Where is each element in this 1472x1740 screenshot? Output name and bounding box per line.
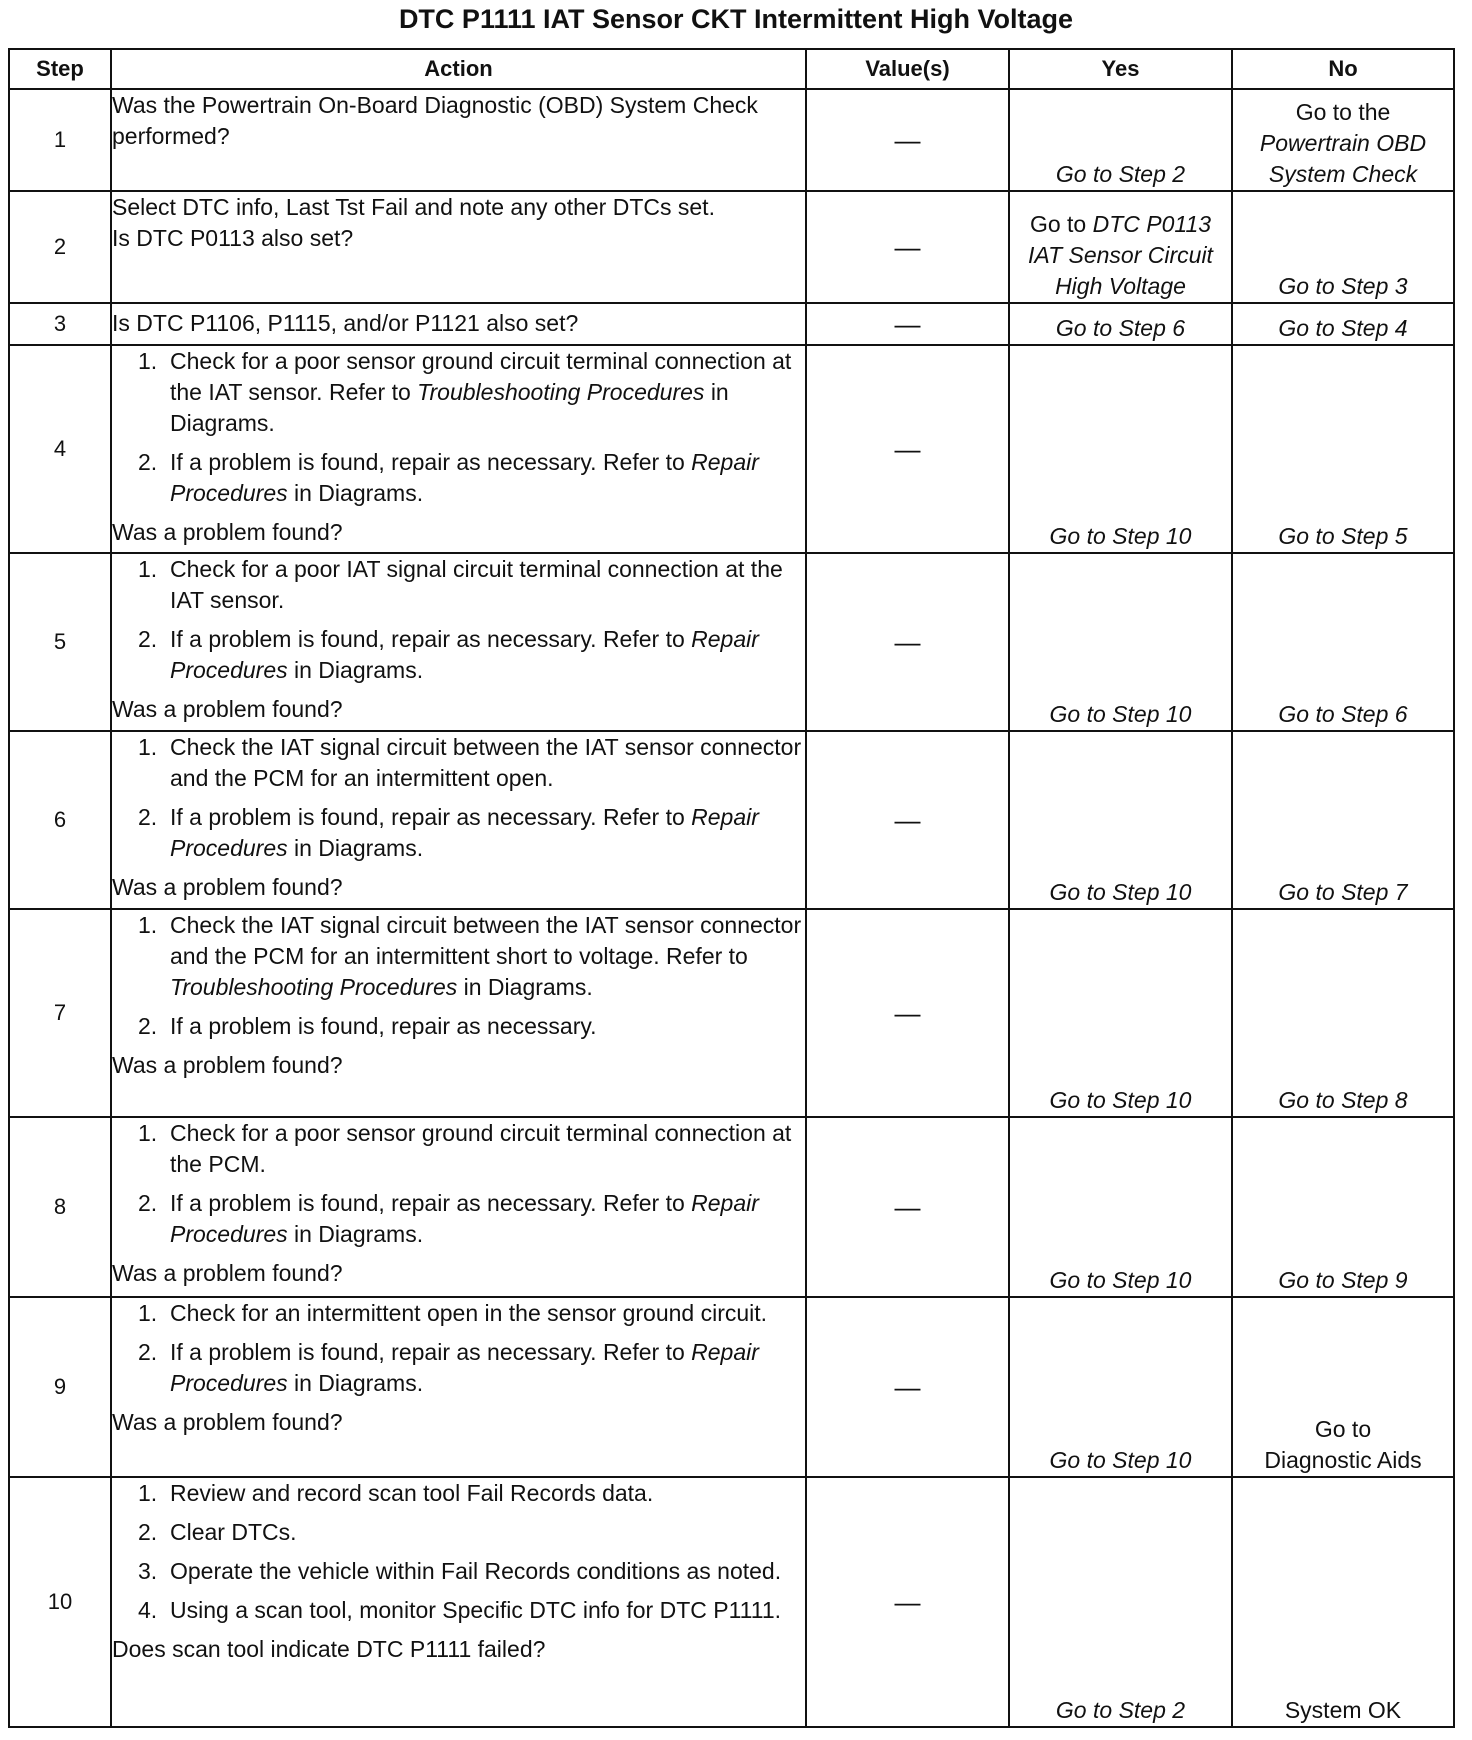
substep: 3. Operate the vehicle within Fail Records conditions as noted. [138,1558,782,1584]
substep: 2. If a problem is found, repair as necessary. Refer to Repair Procedures in Diagrams. [138,1339,759,1396]
action-cell [111,191,806,303]
header-values: Value(s) [806,49,1009,89]
no-cell: Go to Step 5 [1232,345,1454,553]
no-cell: Go to Step 8 [1232,909,1454,1117]
table-row [9,89,1454,191]
action-cell [111,731,806,909]
substep: 1. Review and record scan tool Fail Records data. [138,1480,654,1506]
reference-link: Repair Procedures [170,1190,759,1247]
table-row [9,731,1454,909]
header-yes: Yes [1009,49,1232,89]
yes-text: Go to [1029,211,1087,237]
value-cell: — [806,731,1009,909]
yes-cell: Go to Step 6 [1009,303,1232,345]
no-reference: Diagnostic Aids [1264,1447,1422,1473]
substep: 1. Check for a poor sensor ground circuit terminal connection at the IAT sensor. Refer to Troubleshooting Procedures in Diagrams. [138,348,792,436]
value-cell: — [806,1297,1009,1477]
step-number: 3 [9,303,111,345]
action-cell [111,303,806,345]
yes-cell: Go to Step 10 [1009,1297,1232,1477]
action-question: Is DTC P0113 also set? [112,225,354,251]
action-question: Was a problem found? [112,874,343,900]
header-no: No [1232,49,1454,89]
no-cell: Go to Step 3 [1232,191,1454,303]
diagnostic-table [8,48,1455,1728]
action-question: Was a problem found? [112,696,343,722]
no-cell [1232,89,1454,191]
action-cell [111,1117,806,1297]
substep: 2. If a problem is found, repair as necessary. Refer to Repair Procedures in Diagrams. [138,1190,759,1247]
action-question: Was a problem found? [112,519,343,545]
no-text: Go to the [1295,99,1391,125]
header-action: Action [111,49,806,89]
yes-cell: Go to Step 10 [1009,553,1232,731]
table-row [9,191,1454,303]
no-cell [1232,1297,1454,1477]
page-title: DTC P1111 IAT Sensor CKT Intermittent High Voltage [398,4,1074,34]
substep: 1. Check the IAT signal circuit between the IAT sensor connector and the PCM for an intermittent open. [138,734,802,791]
value-cell: — [806,1117,1009,1297]
no-cell: Go to Step 7 [1232,731,1454,909]
substep: 1. Check for an intermittent open in the sensor ground circuit. [138,1300,768,1326]
substep: 2. If a problem is found, repair as necessary. [138,1013,597,1039]
step-number: 8 [9,1117,111,1297]
reference-link: Repair Procedures [170,449,759,506]
substep: 2. Clear DTCs. [138,1519,297,1545]
yes-cell: Go to Step 10 [1009,731,1232,909]
value-cell: — [806,303,1009,345]
reference-link: Troubleshooting Procedures [170,974,458,1000]
no-cell: System OK [1232,1477,1454,1727]
no-text: Go to [1314,1416,1372,1442]
no-reference: Powertrain OBD System Check [1259,130,1427,187]
step-number: 10 [9,1477,111,1727]
table-row [9,909,1454,1117]
action-cell [111,1477,806,1727]
step-number: 1 [9,89,111,191]
action-cell [111,909,806,1117]
action-cell [111,553,806,731]
step-number: 9 [9,1297,111,1477]
substep: 1. Check the IAT signal circuit between the IAT sensor connector and the PCM for an intermittent short to voltage. Refer to Troubleshooting Procedures in Diagrams. [138,912,802,1000]
table-row [9,303,1454,345]
no-cell: Go to Step 6 [1232,553,1454,731]
header-row [9,49,1454,89]
reference-link: Repair Procedures [170,804,759,861]
substep: 2. If a problem is found, repair as necessary. Refer to Repair Procedures in Diagrams. [138,804,759,861]
step-number: 6 [9,731,111,909]
value-cell: — [806,909,1009,1117]
action-question: Was a problem found? [112,1052,343,1078]
reference-link: Troubleshooting Procedures [417,379,705,405]
action-cell [111,89,806,191]
header-step: Step [9,49,111,89]
action-question: Was a problem found? [112,1409,343,1435]
table-row [9,553,1454,731]
value-cell: — [806,191,1009,303]
value-cell: — [806,345,1009,553]
yes-reference: DTC P0113 IAT Sensor Circuit High Voltage [1028,211,1213,299]
substep: 2. If a problem is found, repair as necessary. Refer to Repair Procedures in Diagrams. [138,449,759,506]
substep: 1. Check for a poor sensor ground circuit terminal connection at the PCM. [138,1120,792,1177]
substep: 2. If a problem is found, repair as necessary. Refer to Repair Procedures in Diagrams. [138,626,759,683]
table-row [9,1117,1454,1297]
reference-link: Repair Procedures [170,1339,759,1396]
yes-cell: Go to Step 10 [1009,1117,1232,1297]
table-row [9,1477,1454,1727]
yes-cell: Go to Step 10 [1009,909,1232,1117]
table-row [9,1297,1454,1477]
step-number: 7 [9,909,111,1117]
value-cell: — [806,553,1009,731]
no-cell: Go to Step 9 [1232,1117,1454,1297]
reference-link: Repair Procedures [170,626,759,683]
action-question: Does scan tool indicate DTC P1111 failed? [112,1636,546,1662]
action-text: Select DTC info, Last Tst Fail and note any other DTCs set. [112,194,715,220]
action-text: Was the Powertrain On-Board Diagnostic (OBD) System Check performed? [112,92,758,149]
action-cell [111,345,806,553]
step-number: 5 [9,553,111,731]
action-cell [111,1297,806,1477]
yes-cell: Go to Step 2 [1009,1477,1232,1727]
action-text: Is DTC P1106, P1115, and/or P1121 also set? [112,310,579,336]
step-number: 4 [9,345,111,553]
value-cell: — [806,1477,1009,1727]
yes-cell: Go to Step 10 [1009,345,1232,553]
value-cell: — [806,89,1009,191]
no-cell: Go to Step 4 [1232,303,1454,345]
step-number: 2 [9,191,111,303]
yes-cell: Go to Step 2 [1009,89,1232,191]
substep: 1. Check for a poor IAT signal circuit terminal connection at the IAT sensor. [138,556,783,613]
action-question: Was a problem found? [112,1260,343,1286]
table-row [9,345,1454,553]
substep: 4. Using a scan tool, monitor Specific DTC info for DTC P1111. [138,1597,782,1623]
yes-cell [1009,191,1232,303]
